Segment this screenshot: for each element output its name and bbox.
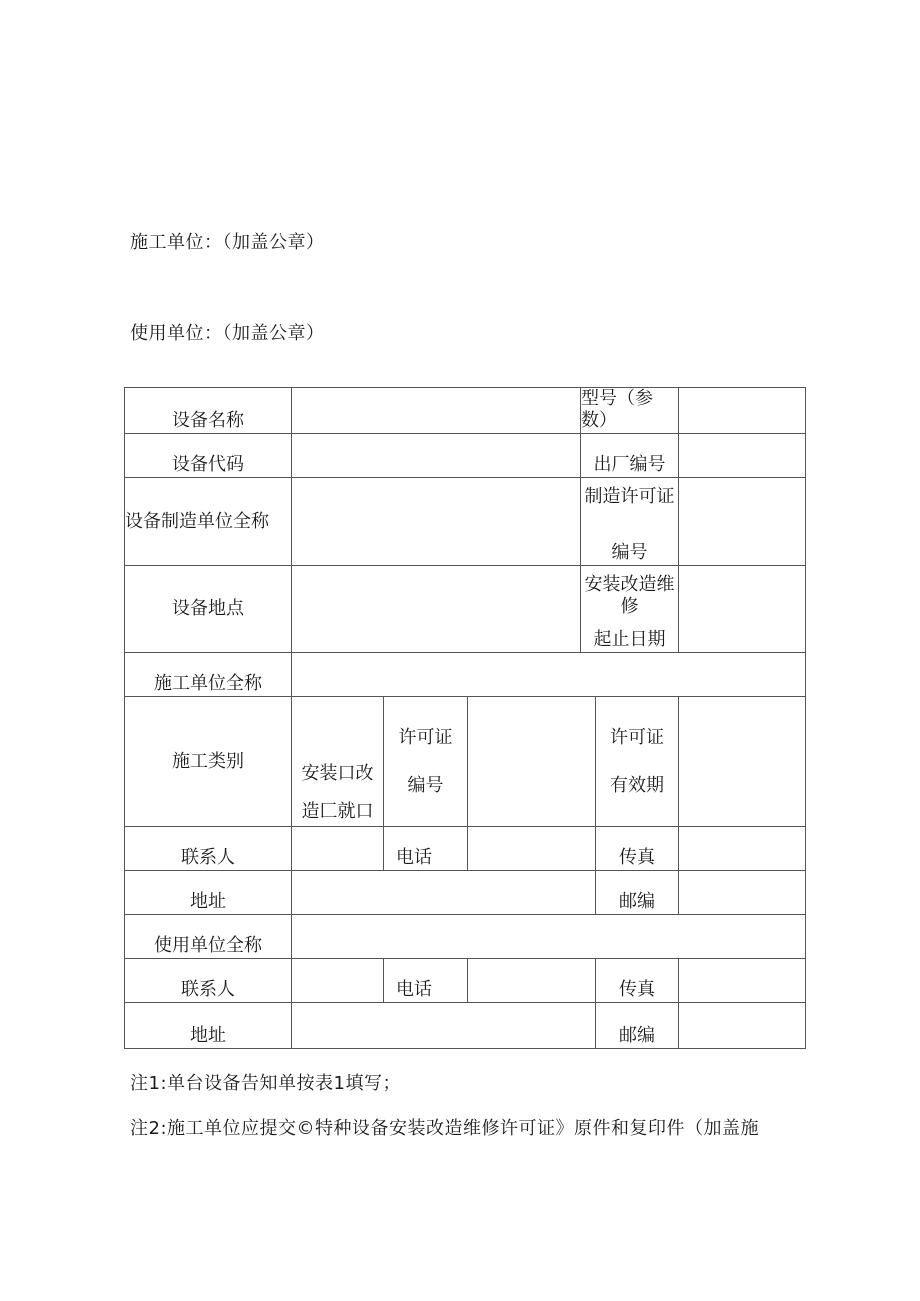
value-license-validity[interactable] [679,697,806,827]
label-user-phone: 电话 [384,959,468,1003]
value-factory-number[interactable] [679,434,806,478]
label-model: 型号（参数） [581,388,679,434]
table-row [125,388,806,434]
label-construction-type: 施工类别 [125,697,292,827]
label-construction-address: 地址 [125,871,292,915]
table-row [125,566,806,653]
table-row [125,871,806,915]
label-construction-unit-full-name: 施工单位全称 [125,653,292,697]
label-construction-phone: 电话 [384,827,468,871]
label-equipment-code: 设备代码 [125,434,292,478]
value-equipment-name[interactable] [292,388,581,434]
table-row [125,1003,806,1049]
value-user-unit-full-name[interactable] [292,915,806,959]
table-row [125,653,806,697]
table-row [125,827,806,871]
label-construction-postcode: 邮编 [596,871,679,915]
label-construction-fax: 传真 [596,827,679,871]
table-row [125,478,806,566]
value-user-phone[interactable] [468,959,596,1003]
label-factory-number: 出厂编号 [581,434,679,478]
label-installation-period: 安装改造维修 起止日期 [581,566,679,653]
label-user-contact: 联系人 [125,959,292,1003]
notification-form-table [124,387,806,1049]
label-user-address: 地址 [125,1003,292,1049]
value-license-number[interactable] [468,697,596,827]
table-row [125,959,806,1003]
table-row [125,434,806,478]
label-license-number: 许可证 编号 [384,697,468,827]
user-unit-line: 使用单位：（加盖公章） [130,323,325,344]
label-license-validity: 许可证 有效期 [596,697,679,827]
construction-type-options[interactable]: 安装口改 造匚就口 [292,697,384,827]
label-equipment-location: 设备地点 [125,566,292,653]
value-construction-unit-full-name[interactable] [292,653,806,697]
value-equipment-location[interactable] [292,566,581,653]
label-user-fax: 传真 [596,959,679,1003]
value-construction-phone[interactable] [468,827,596,871]
value-construction-postcode[interactable] [679,871,806,915]
value-user-postcode[interactable] [679,1003,806,1049]
label-user-postcode: 邮编 [596,1003,679,1049]
label-manufacturing-license: 制造许可证 编号 [581,478,679,566]
value-installation-period[interactable] [679,566,806,653]
table-row [125,697,806,827]
note-2: 注2:施工单位应提交©特种设备安装改造维修许可证》原件和复印件（加盖施 [130,1118,760,1139]
value-model[interactable] [679,388,806,434]
note-1: 注1:单台设备告知单按表1填写； [130,1073,401,1094]
label-construction-contact: 联系人 [125,827,292,871]
value-user-contact[interactable] [292,959,384,1003]
value-construction-address[interactable] [292,871,596,915]
value-user-fax[interactable] [679,959,806,1003]
label-equipment-name: 设备名称 [125,388,292,434]
table-row [125,915,806,959]
construction-unit-line: 施工单位：（加盖公章） [130,232,325,253]
value-manufacturer-full-name[interactable] [292,478,581,566]
value-user-address[interactable] [292,1003,596,1049]
value-construction-fax[interactable] [679,827,806,871]
label-manufacturer-full-name: 设备制造单位全称 [125,478,292,566]
label-user-unit-full-name: 使用单位全称 [125,915,292,959]
value-construction-contact[interactable] [292,827,384,871]
value-equipment-code[interactable] [292,434,581,478]
value-manufacturing-license[interactable] [679,478,806,566]
